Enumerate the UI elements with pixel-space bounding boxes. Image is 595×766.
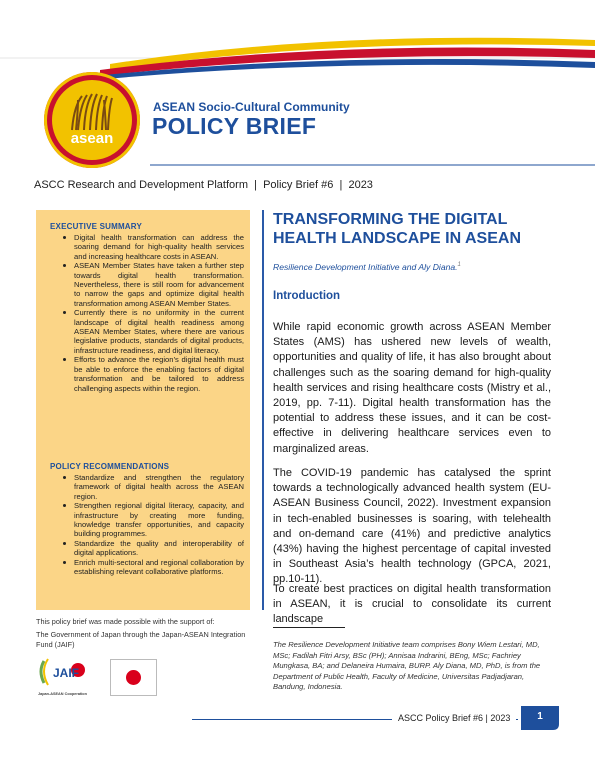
series-name: ASEAN Socio-Cultural Community bbox=[153, 100, 350, 114]
article-authors bbox=[273, 262, 461, 272]
brief-type-title: POLICY BRIEF bbox=[152, 113, 317, 139]
authors-text: Resilience Development Initiative and Aly Diana. bbox=[273, 262, 458, 272]
list-item: Standardize and strengthen the regulatory framework of digital health across the ASEAN region. bbox=[74, 473, 244, 501]
policy-recommendations-list bbox=[50, 473, 244, 576]
list-item: Efforts to advance the region’s digital health must be able to enforce the enabling factors of digital transformation and be tailored to address challenging aspects within the region. bbox=[74, 355, 244, 393]
footer-label: ASCC Policy Brief #6 | 2023 bbox=[392, 713, 516, 723]
list-item: Digital health transformation can address the soaring demand for high-quality health services and increasing healthcare costs in ASEAN. bbox=[74, 233, 244, 261]
article-title: TRANSFORMING THE DIGITAL HEALTH LANDSCAPE IN ASEAN bbox=[273, 211, 522, 247]
jaif-logo bbox=[34, 657, 94, 691]
list-item: Currently there is no uniformity in the current landscape of digital health readiness among ASEAN Member States, where there are various legislative products, standards of digital products, infrastructure readiness, and digital literacy. bbox=[74, 308, 244, 355]
logo-wordmark: asean bbox=[70, 130, 114, 147]
body-paragraph-1: While rapid economic growth across ASEAN Member States (AMS) has ushered new levels of wealth, opportunities and quality of life, it has also brought about challenges such as the soaring demand for high-quality health services and rising healthcare costs (Mistry et al., 2019, pp. 7-11). Digital health transformation has the potential to address these issues, and it can be cost-effective in delivering healthcare services even to marginalized areas. bbox=[273, 321, 551, 455]
policy-recommendations-heading: POLICY RECOMMENDATIONS bbox=[50, 462, 170, 471]
body-paragraph-3: To create best practices on digital health transformation in ASEAN, it is crucial to consolidate its current landscape bbox=[273, 583, 551, 626]
executive-summary-section bbox=[50, 222, 244, 393]
asean-logo bbox=[44, 72, 140, 168]
list-item: ASEAN Member States have taken a further step towards digital health transformation. Nevertheless, there is still room for advancement to narrow the gaps and optimize digital health transformation among ASEAN Member States. bbox=[74, 261, 244, 308]
jaif-caption: Japan-ASEAN Cooperation bbox=[38, 692, 87, 696]
executive-summary-list bbox=[50, 233, 244, 393]
rice-stalks-icon bbox=[66, 90, 118, 132]
body-paragraph-2: The COVID-19 pandemic has catalysed the sprint towards a technologically advanced health system (EU-ASEAN Business Council, 2022). Investment expansion in tech-enabled businesses is soaring, with telehealth and on-demand care (41%) and predictive analytics (43%) having the highest percentage of capital invested in Southeast Asia’s health technology (GPCA, 2021, pp.10-11). bbox=[273, 467, 551, 586]
footnote: The Resilience Development Initiative team comprises Bony Wiem Lestari, MD, MSc; Fadilah Fitri Arsy, BSc (PH); Annisaa Indrarini, BEng, MSc; Fachriey Mungkasa, BA; and Delaneira Humaira, BURP. Aly Diana, MD, PhD, is from the Department of Public Health, Faculty of Medicine, Universitas Padjadjaran, Bandung, Indonesia. bbox=[273, 640, 541, 692]
list-item: Strengthen regional digital literacy, capacity, and infrastructure by creating more funding, knowledge transfer opportunities, and capacity building programmes. bbox=[74, 501, 244, 539]
list-item: Enrich multi-sectoral and regional collaboration by establishing relevant collaborative platforms. bbox=[74, 557, 244, 577]
footnote-rule bbox=[273, 627, 345, 628]
platform-line: ASCC Research and Development Platform | Policy Brief #6 | 2023 bbox=[34, 179, 373, 191]
policy-recommendations-section bbox=[50, 462, 244, 576]
support-note: This policy brief was made possible with the support of: bbox=[36, 617, 215, 626]
authors-footnote-mark: 1 bbox=[457, 262, 461, 269]
executive-summary-heading: EXECUTIVE SUMMARY bbox=[50, 222, 143, 231]
page-number: 1 bbox=[537, 711, 543, 722]
introduction-heading: Introduction bbox=[273, 290, 341, 302]
jaif-wordmark: JAIF bbox=[53, 666, 80, 680]
column-divider bbox=[262, 210, 264, 610]
support-funder: The Government of Japan through the Japan-ASEAN Integration Fund (JAIF) bbox=[36, 630, 246, 649]
japan-flag-icon bbox=[110, 659, 157, 696]
list-item: Standardize the quality and interoperability of digital applications. bbox=[74, 538, 244, 558]
summary-panel bbox=[36, 210, 250, 610]
